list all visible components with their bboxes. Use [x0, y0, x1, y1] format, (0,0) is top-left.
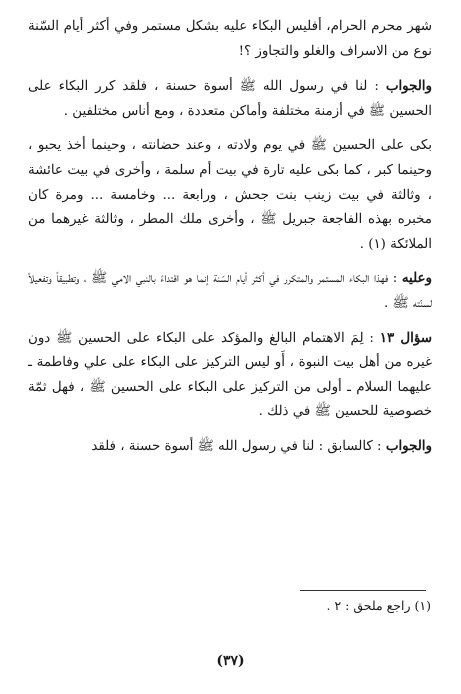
footnote: (١) راجع ملحق : ٢ . — [326, 598, 431, 613]
paragraph-1-text: شهر محرم الحرام، أفليس البكاء عليه بشكل مستمر وفي أكثر أيام السّنة نوع من الاسراف والغلو والتجاوز ؟! — [28, 19, 432, 59]
paragraph-5-label: سؤال ١٣ — [379, 329, 433, 346]
paragraph-4-label: وعليه — [401, 270, 432, 287]
paragraph-5 — [28, 326, 432, 425]
paragraph-2-text: : لنا في رسول الله ﷺ أسوة حسنة ، فلقد كرر البكاء على الحسين ﷺ في أزمنة مختلفة وأماكن متعددة ، ومع أناس مختلفين . — [28, 79, 432, 119]
body-text — [28, 14, 432, 469]
paragraph-4-text: : فهذا البكاء المستمر والمتكرر في أكثر أيام السّنة إنما هو اقتداءً بالنبي الامي ﷺ ، وتطبيقاً وتفعيلاً لسنّته ﷺ . — [28, 271, 432, 311]
paragraph-3 — [28, 133, 432, 257]
paragraph-2-label: والجواب — [385, 78, 432, 95]
paragraph-4 — [28, 266, 432, 316]
paragraph-2 — [28, 74, 432, 124]
paragraph-6-text: : كالسابق : لنا في رسول الله ﷺ أسوة حسنة ، فلقد — [91, 438, 382, 454]
paragraph-6 — [28, 434, 432, 460]
page-number: (٣٧) — [216, 653, 245, 669]
paragraph-5-text: : لِمَ الاهتمام البالغ والمؤكد على البكاء على الحسين ﷺ دون غيره من أهل بيت النبوة ، أَو ليس التركيز على البكاء على علي وفاطمة ـ عليهما السلام ـ أولى من التركيز على البكاء على الحسين ﷺ ، فهل ثمّة خصوصية للحسين ﷺ في ذلك . — [28, 330, 432, 420]
paragraph-1 — [28, 14, 432, 64]
paragraph-3-text: بكى على الحسين ﷺ في يوم ولادته ، وعند حضانته ، وحينما أخذ يحبو ، وحينما كبر ، كما بكى عليه تارة في بيت أم سلمة ، وأخرى في بيت عائشة ، وثالثة في بيت زينب بنت جحش ، ورابعة ... وخامسة ... ومرة كان مخبره بهذه الفاجعة جبريل ﷺ ، وأخرى ملك المطر ، وثالثة غيرهما من الملائكة (١) . — [28, 138, 432, 252]
footnote-divider — [300, 590, 426, 591]
paragraph-6-label: والجواب — [385, 437, 432, 454]
